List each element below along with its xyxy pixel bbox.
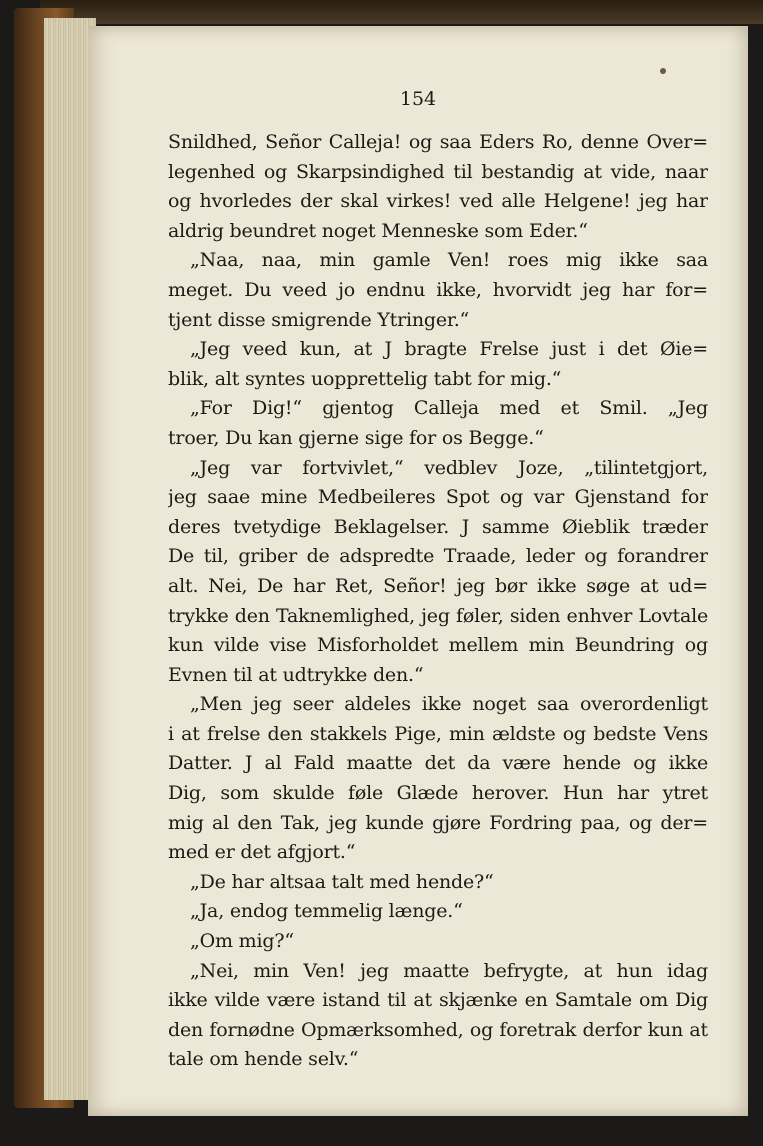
text-line: „Naa, naa, min gamle Ven! roes mig ikke saa <box>190 249 708 272</box>
text-line: og hvorledes der skal virkes! ved alle Helgene! jeg har <box>168 190 708 213</box>
text-line: „Jeg veed kun, at J bragte Frelse just i det Øie= <box>190 338 708 361</box>
page-number: 154 <box>399 88 437 110</box>
text-line: Evnen til at udtrykke den.“ <box>168 663 424 686</box>
text-line: „Men jeg seer aldeles ikke noget saa overordenligt <box>190 693 708 716</box>
text-line: kun vilde vise Misforholdet mellem min Beundring og <box>168 634 708 657</box>
text-line: meget. Du veed jo endnu ikke, hvorvidt jeg har for= <box>168 278 708 301</box>
text-line: troer, Du kan gjerne sige for os Begge.“ <box>168 426 544 449</box>
text-line: „Jeg var fortvivlet,“ vedblev Joze, „tilintetgjort, <box>190 456 708 479</box>
text-line: aldrig beundret noget Menneske som Eder.“ <box>168 219 588 242</box>
text-line: De til, griber de adspredte Traade, leder og forandrer <box>168 545 708 568</box>
text-line: jeg saae mine Medbeileres Spot og var Gjenstand for <box>168 486 708 509</box>
text-line: „De har altsaa talt med hende?“ <box>190 870 494 893</box>
text-line: mig al den Tak, jeg kunde gjøre Fordring paa, og der= <box>168 811 708 834</box>
text-line: blik, alt syntes uopprettelig tabt for mig.“ <box>168 367 562 390</box>
text-line: Dig, som skulde føle Glæde herover. Hun har ytret <box>168 782 708 805</box>
text-line: tjent disse smigrende Ytringer.“ <box>168 308 470 331</box>
text-line: alt. Nei, De har Ret, Señor! jeg bør ikke søge at ud= <box>168 574 708 597</box>
paper-speck <box>660 68 666 74</box>
text-line: Snildhed, Señor Calleja! og saa Eders Ro, denne Over= <box>168 131 708 153</box>
body-text <box>168 128 708 1075</box>
text-line: legenhed og Skarpsindighed til bestandig at vide, naar <box>168 160 708 183</box>
book-page <box>88 26 748 1116</box>
text-line: med er det afgjort.“ <box>168 841 356 864</box>
text-line: tale om hende selv.“ <box>168 1048 359 1071</box>
text-line: ikke vilde være istand til at skjænke en Samtale om Dig <box>168 989 708 1012</box>
text-line: „For Dig!“ gjentog Calleja med et Smil. „Jeg <box>190 397 708 420</box>
book-top-edge <box>40 0 763 24</box>
text-line: i at frelse den stakkels Pige, min ældste og bedste Vens <box>168 722 708 745</box>
text-line: Datter. J al Fald maatte det da være hende og ikke <box>168 752 708 775</box>
text-line: deres tvetydige Beklagelser. J samme Øieblik træder <box>168 515 708 538</box>
text-line: trykke den Taknemlighed, jeg føler, siden enhver Lovtale <box>168 604 708 627</box>
text-line: „Nei, min Ven! jeg maatte befrygte, at hun idag <box>190 959 708 982</box>
text-line: „Ja, endog temmelig længe.“ <box>190 900 463 923</box>
text-line: den fornødne Opmærksomhed, og foretrak derfor kun at <box>168 1018 708 1041</box>
text-line: „Om mig?“ <box>190 930 294 953</box>
